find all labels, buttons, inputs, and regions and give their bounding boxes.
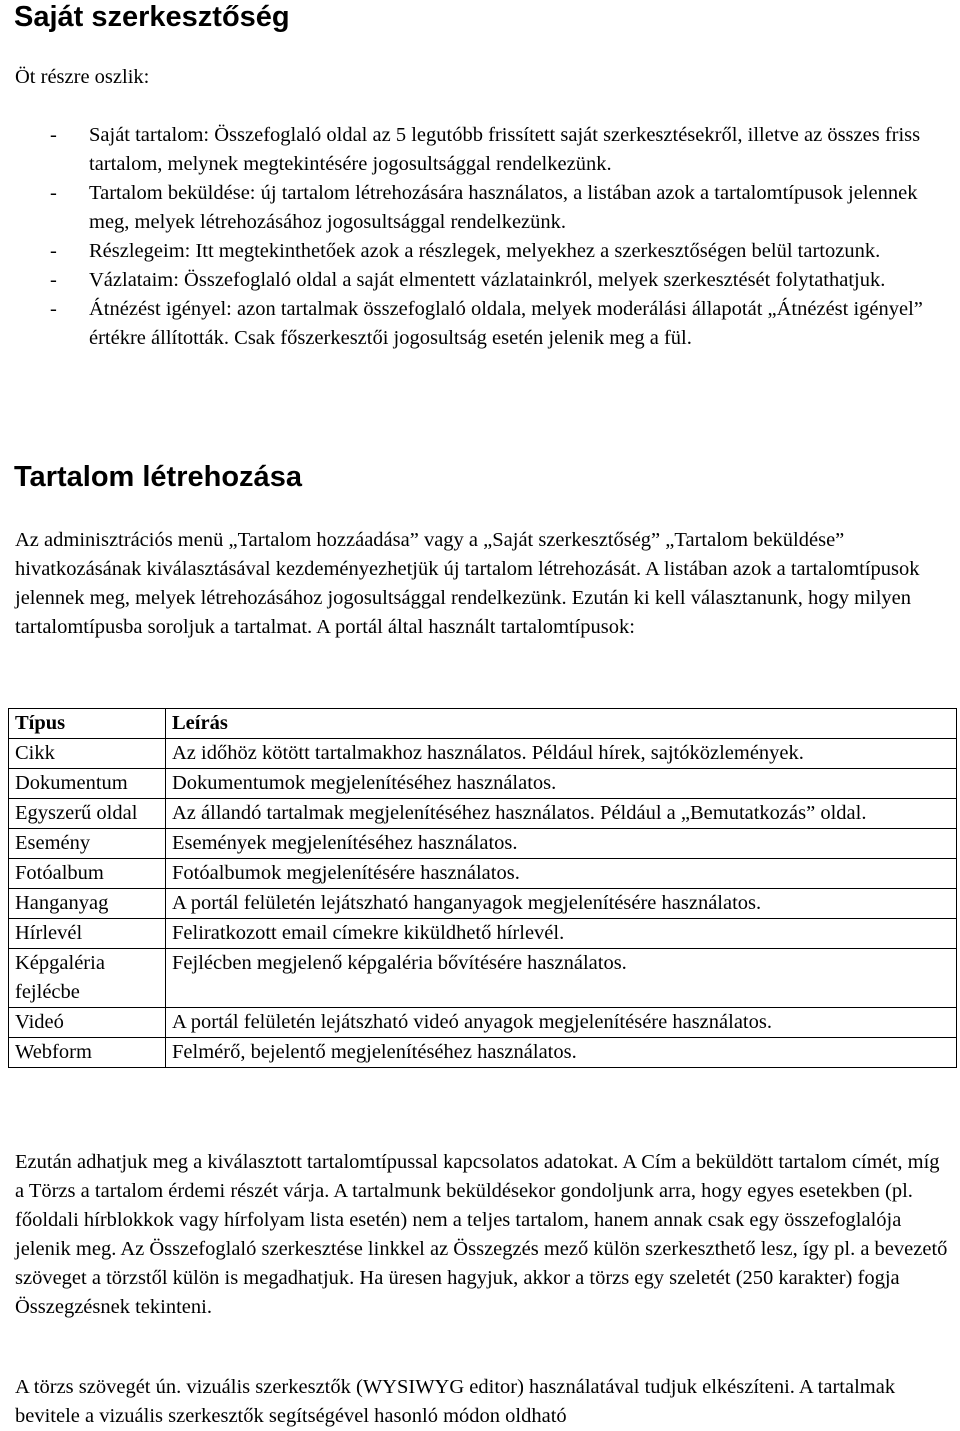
table-row	[9, 1038, 957, 1068]
description-cell: Fotóalbumok megjelenítésére használatos.	[166, 859, 957, 889]
table-row	[9, 769, 957, 799]
section-paragraph: Az adminisztrációs menü „Tartalom hozzáadása” vagy a „Saját szerkesztőség” „Tartalom beküldése” hivatkozásának kiválasztásával kezdeményezhetjük új tartalom létrehozását. A listában azok a tartalomtípusok jelennek meg, melyek létrehozásához jogosultsággal rendelkezünk. Ezután ki kell választanunk, hogy milyen tartalomtípusba soroljuk a tartalmat. A portál által használt tartalomtípusok:	[15, 529, 920, 638]
list-item-text: Saját tartalom: Összefoglaló oldal az 5 legutóbb frissített saját szerkesztésekről, illetve az összes friss tartalom, melynek megtekintésére jogosultsággal rendelkezünk.	[89, 124, 921, 175]
bullet-dash: -	[50, 298, 57, 320]
type-cell: Hírlevél	[9, 919, 166, 949]
editor-paragraph: A törzs szövegét ún. vizuális szerkesztők (WYSIWYG editor) használatával tudjuk elkészíteni. A tartalmak bevitele a vizuális szerkesztők segítségével hasonló módon oldható	[15, 1376, 896, 1427]
content-types-table	[8, 708, 957, 1068]
type-cell: Egyszerű oldal	[9, 799, 166, 829]
type-cell: Videó	[9, 1008, 166, 1038]
table-row	[9, 799, 957, 829]
type-cell: Képgaléria fejlécbe	[9, 949, 166, 1008]
bullet-dash: -	[50, 269, 57, 291]
description-cell: Az állandó tartalmak megjelenítéséhez használatos. Például a „Bemutatkozás” oldal.	[166, 799, 957, 829]
table-row	[9, 919, 957, 949]
table-row	[9, 829, 957, 859]
table-row	[9, 859, 957, 889]
bullet-dash: -	[50, 182, 57, 204]
description-cell: Az időhöz kötött tartalmakhoz használatos. Például hírek, sajtóközlemények.	[166, 739, 957, 769]
description-cell: Feliratkozott email címekre kiküldhető hírlevél.	[166, 919, 957, 949]
description-cell: Események megjelenítéséhez használatos.	[166, 829, 957, 859]
type-cell: Webform	[9, 1038, 166, 1068]
table-row	[9, 739, 957, 769]
column-header-description: Leírás	[166, 709, 957, 739]
table-row	[9, 1008, 957, 1038]
list-item	[0, 121, 939, 179]
list-item-text: Átnézést igényel: azon tartalmak összefoglaló oldala, melyek moderálási állapotát „Átnézést igényel” értékre állították. Csak főszerkesztői jogosultság esetén jelenik meg a fül.	[89, 298, 923, 349]
bullet-dash: -	[50, 124, 57, 146]
bullet-dash: -	[50, 240, 57, 262]
intro-text: Öt részre oszlik:	[15, 66, 150, 88]
type-cell: Hanganyag	[9, 889, 166, 919]
type-cell: Cikk	[9, 739, 166, 769]
table-row	[9, 949, 957, 1008]
page-title: Saját szerkesztőség	[14, 1, 290, 33]
description-cell: Felmérő, bejelentő megjelenítéséhez használatos.	[166, 1038, 957, 1068]
list-item	[0, 179, 939, 237]
description-cell: A portál felületén lejátszható hanganyagok megjelenítésére használatos.	[166, 889, 957, 919]
list-item	[0, 237, 939, 266]
type-cell: Dokumentum	[9, 769, 166, 799]
list-item-text: Részlegeim: Itt megtekinthetőek azok a részlegek, melyekhez a szerkesztőségen belül tartozunk.	[89, 240, 881, 262]
list-item-text: Vázlataim: Összefoglaló oldal a saját elmentett vázlatainkról, melyek szerkesztését folytathatjuk.	[89, 269, 886, 291]
body-paragraph: Ezután adhatjuk meg a kiválasztott tartalomtípussal kapcsolatos adatokat. A Cím a beküldött tartalom címét, míg a Törzs a tartalom érdemi részét várja. A tartalmunk beküldésekor gondoljunk arra, hogy egyes esetekben (pl. főoldali hírblokkok vagy hírfolyam lista esetén) nem a teljes tartalom, hanem annak csak egy összefoglalója jelenik meg. Az Összefoglaló szerkesztése linkkel az Összegzés mező külön szerkeszthető lesz, így pl. a bevezető szöveget a törzstől külön is megadhatjuk. Ha üresen hagyjuk, akkor a törzs egy szeletét (250 karakter) fogja Összegzésnek tekinteni.	[15, 1151, 948, 1318]
list-item	[0, 266, 939, 295]
table-header-row	[9, 709, 957, 739]
type-cell: Esemény	[9, 829, 166, 859]
table-row	[9, 889, 957, 919]
description-cell: Dokumentumok megjelenítéséhez használatos.	[166, 769, 957, 799]
parts-list	[0, 121, 960, 353]
column-header-type: Típus	[9, 709, 166, 739]
list-item-text: Tartalom beküldése: új tartalom létrehozására használatos, a listában azok a tartalomtípusok jelennek meg, melyek létrehozásához jogosultsággal rendelkezünk.	[89, 182, 918, 233]
description-cell: A portál felületén lejátszható videó anyagok megjelenítésére használatos.	[166, 1008, 957, 1038]
type-cell: Fotóalbum	[9, 859, 166, 889]
list-item	[0, 295, 939, 353]
section-title: Tartalom létrehozása	[14, 461, 302, 493]
description-cell: Fejlécben megjelenő képgaléria bővítésére használatos.	[166, 949, 957, 1008]
